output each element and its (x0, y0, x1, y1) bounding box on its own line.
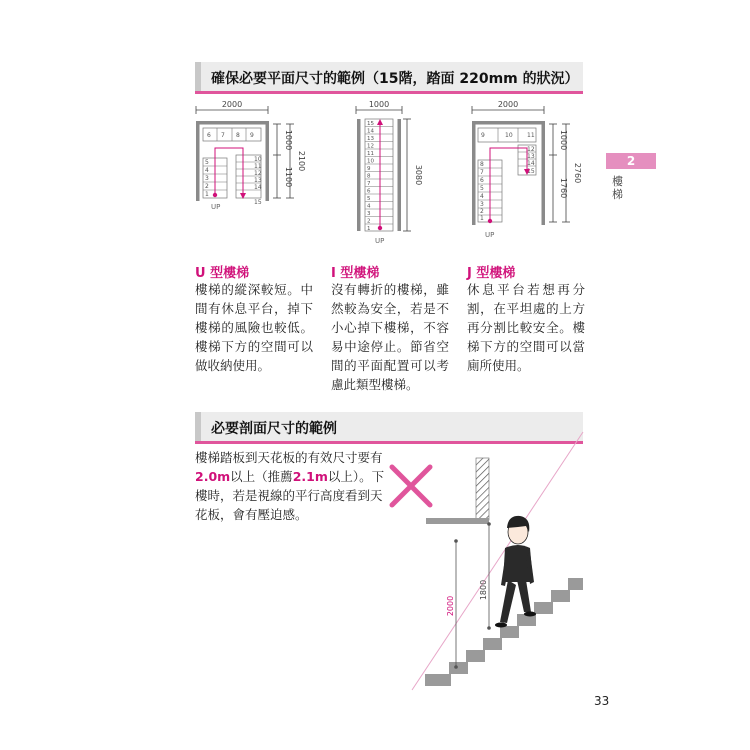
i-step-label: 6 (367, 188, 371, 195)
i-step-label: 12 (367, 143, 374, 150)
i-step-label: 1 (367, 226, 371, 232)
u-step-label: 2 (205, 183, 209, 190)
j-step-label: 15 (527, 168, 535, 175)
section-drawing (392, 432, 583, 690)
u-step-label: 7 (221, 132, 225, 139)
u-dim-top: 1000 (284, 129, 293, 151)
j-step-label: 6 (480, 177, 484, 184)
u-step-label: 5 (205, 159, 209, 166)
u-up-label: UP (211, 203, 221, 211)
j-dim-total: 2760 (573, 162, 582, 184)
body-highlight-a: 2.0m (195, 469, 231, 484)
person-figure (495, 516, 536, 628)
j-step-label: 1 (480, 215, 484, 222)
j-step-label: 14 (527, 160, 535, 167)
i-step-label: 13 (367, 136, 374, 142)
i-stair-plan (356, 100, 423, 245)
section-body-text (195, 448, 385, 524)
j-width-dim: 2000 (497, 100, 519, 109)
i-step-label: 15 (367, 121, 374, 127)
section-title-section: 必要剖面尺寸的範例 (211, 421, 337, 437)
u-step-label: 3 (205, 175, 209, 182)
u-step-label: 15 (254, 199, 262, 206)
u-stair-plan (196, 100, 306, 211)
i-step-label: 11 (367, 151, 374, 157)
j-step-label: 13 (527, 153, 535, 160)
i-step-label: 7 (367, 181, 371, 187)
col-text-u: 樓梯的縱深較短。中間有休息平台，掉下樓梯的風險也較低。樓梯下方的空間可以做收納使用。 (195, 282, 313, 373)
x-mark-icon (392, 467, 430, 505)
i-step-label: 5 (367, 196, 371, 202)
i-step-label: 9 (367, 166, 371, 172)
u-step-label: 11 (254, 163, 262, 170)
u-step-label: 9 (250, 132, 254, 139)
u-step-label: 6 (207, 132, 211, 139)
j-step-label: 12 (527, 146, 535, 153)
u-step-label: 8 (236, 132, 240, 139)
j-step-label: 11 (527, 132, 535, 139)
u-dim-total: 2100 (297, 150, 306, 172)
col-text-i: 沒有轉折的樓梯，雖然較為安全，若是不小心掉下樓梯，不容易中途停止。節省空間的平面配置可以考慮此類型樓梯。 (331, 282, 449, 392)
j-step-label: 2 (480, 208, 484, 215)
i-step-label: 4 (367, 203, 371, 210)
i-width-dim: 1000 (368, 100, 390, 109)
j-dim-bottom: 1760 (559, 177, 568, 199)
u-step-label: 4 (205, 167, 209, 174)
section-title-plan: 確保必要平面尺寸的範例（15階，踏面 220mm 的狀況） (211, 71, 579, 87)
j-step-label: 5 (480, 185, 484, 192)
col-title-i: I 型樓梯 (331, 266, 380, 281)
body-text-a: 樓梯踏板到天花板的有效尺寸要有 (195, 450, 383, 465)
j-stair-plan (472, 100, 582, 239)
j-step-label: 9 (481, 132, 485, 139)
page-number: 33 (594, 694, 610, 708)
i-step-label: 8 (367, 173, 371, 180)
u-step-label: 10 (254, 156, 262, 163)
col-title-u: U 型樓梯 (195, 266, 250, 281)
i-dim-total: 3080 (414, 164, 423, 186)
u-step-label: 14 (254, 184, 262, 191)
j-up-label: UP (485, 231, 495, 239)
body-text-b: 以上（推薦 (230, 469, 293, 484)
u-step-label: 13 (254, 177, 262, 184)
i-up-label: UP (375, 237, 385, 245)
j-step-label: 4 (480, 193, 484, 200)
u-width-dim: 2000 (221, 100, 243, 109)
j-step-label: 3 (480, 201, 484, 208)
j-step-label: 10 (505, 132, 513, 139)
section-dim-2000: 2000 (446, 595, 455, 617)
j-step-label: 8 (480, 161, 484, 168)
u-step-label: 12 (254, 170, 262, 177)
col-text-j: 休息平台若想再分割，在平坦處的上方再分割比較安全。樓梯下方的空間可以當廁所使用。 (467, 282, 585, 373)
body-highlight-b: 2.1m (292, 469, 328, 484)
u-step-label: 1 (205, 191, 209, 198)
section-dim-1800: 1800 (479, 579, 488, 601)
i-step-label: 10 (367, 158, 374, 165)
i-step-label: 14 (367, 128, 374, 135)
u-dim-bottom: 1100 (284, 166, 293, 188)
i-step-label: 2 (367, 218, 371, 225)
chapter-label: 樓梯 (612, 175, 623, 201)
col-title-j: J 型樓梯 (467, 266, 516, 281)
i-step-label: 3 (367, 211, 371, 217)
j-dim-top: 1000 (559, 129, 568, 151)
j-step-label: 7 (480, 169, 484, 176)
body-text-c: 以上）。下樓時，若是視線的平行高度看到天花板，會有壓迫感。 (195, 469, 385, 522)
chapter-tab: 2 (606, 153, 656, 169)
